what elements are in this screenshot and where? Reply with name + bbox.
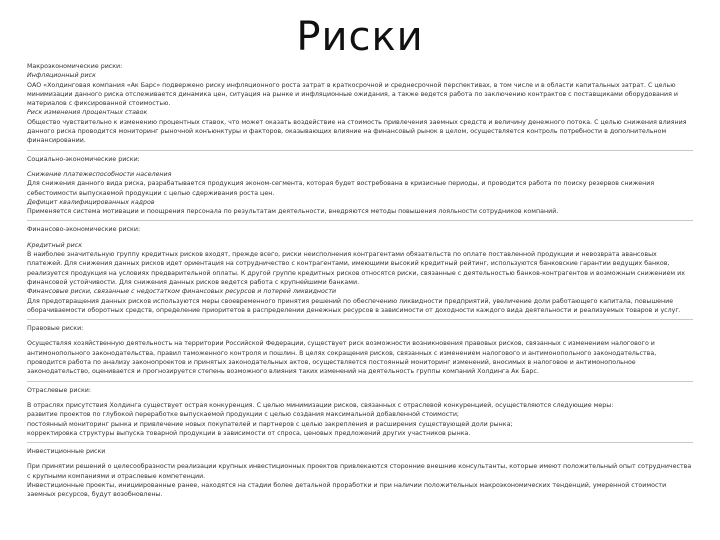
industry-line: корректировка структуры выпуска товарной продукции в зависимости от спроса, ценовых предложений других участников рынка.	[27, 429, 471, 437]
macro-heading: Макроэкономические риски:	[27, 63, 123, 70]
divider	[27, 442, 693, 443]
rate-heading: Риск изменения процентных ставок	[27, 109, 148, 117]
credit-text: В наиболее значительную группу кредитных рисков входят, прежде всего, риски неисполнения контрагентами обязательств по оплате поставленной продукции и невозврата авансовых платежей. Для снижения данных рисков идет ориентация на сотрудничество с контрагентами, имеющими высокий кредитный рейтинг, используются банковские гарантии ведущих банков, реализуется продукция на условиях предварительной оплаты. К другой группе кредитных рисков относятся риски, связанные с деятельностью банков-контрагентов и возможным снижением их финансовой устойчивости. Для снижения данных рисков ведется работа с крупнейшими банками.	[27, 251, 685, 286]
legal-heading: Правовые риски:	[27, 325, 84, 333]
staff-text: Применяется система мотивации и поощрения персонала по результатам деятельности, внедряются методы повышения лояльности сотрудников компаний.	[27, 208, 559, 216]
liquidity-text: Для предотвращения данных рисков используются меры своевременного принятия решений по обеспечению ликвидности предприятий, увеличение доли работающего капитала, повышение оборачиваемости оборотных средств, определение приоритетов в распределении денежных ресурсов в зависимости от доходности каждого вида деятельности и реализуемых товаров и услуг.	[27, 297, 681, 314]
investment-line: При принятии решений о целесообразности реализации крупных инвестиционных проектов привлекаются сторонние внешние консультанты, которые имеют положительный опыт сотрудничества с крупными компаниями и отраслевые компетенции.	[27, 463, 692, 480]
investment-heading: Инвестиционные риски	[27, 448, 106, 456]
investment-line: Инвестиционные проекты, инициированные ранее, находятся на стадии более детальной проработки и при наличии положительных макроэкономических тенденций, умеренной стоимости заемных ресурсов, будут возобновлены.	[27, 481, 667, 499]
inflation-heading: Инфляционный риск	[27, 72, 96, 80]
liquidity-heading: Финансовые риски, связанные с недостатком финансовых ресурсов и потерей ликвидности	[27, 288, 337, 296]
industry-line: постоянный мониторинг рынка и привлечение новых покупателей и партнеров с целью закрепления и расширения существующей доли рынка;	[27, 420, 513, 428]
inflation-text: ОАО «Холдинговая компания «Ак Барс» подвержено риску инфляционного роста затрат в краткосрочной и среднесрочной перспективах, в том числе и в области капитальных затрат. С целью минимизации данного риска отслеживается динамика цен, ситуация на рынке и инфляционные ожидания, а также ведется работа по заключению контрактов с поставщиками оборудования и материалов с фиксированной стоимостью.	[27, 81, 679, 108]
divider	[27, 319, 693, 320]
slide-title: Риски	[296, 14, 424, 60]
divider	[27, 381, 693, 382]
credit-heading: Кредитный риск	[27, 241, 82, 249]
slide-body	[27, 62, 693, 500]
rate-text: Общество чувствительно к изменению процентных ставок, что может оказать воздействие на стоимость привлечения заемных средств и величину денежного потока. С целью снижения влияния данного риска проводится мониторинг рыночной конъюнктуры и факторов, оказывающих влияние на финансовый рынок в целом, осуществляется контроль потребности в дополнительном финансировании.	[27, 118, 687, 145]
industry-heading: Отраслевые риски:	[27, 386, 91, 394]
demand-text: Для снижения данного вида риска, разрабатывается продукция эконом-сегмента, которая будет востребована в кризисные периоды, и проводится работа по поиску резервов снижения себестоимости выпускаемой продукции с целью сдерживания роста цен.	[27, 180, 655, 197]
legal-text: Осуществляя хозяйственную деятельность на территории Российской Федерации, существует риск возможности возникновения правовых рисков, связанных с изменением налогового и антимонопольного законодательства, правил таможенного контроля и пошлин. В целях сокращения рисков, связанных с изменением налогового и антимонопольного законодательства, проводится работа по анализу законопроектов и принятых законодательных актов, осуществляется постоянный мониторинг изменений, вносимых в налоговое и антимонопольное законодательство, оценивается и прогнозируется степень возможного влияния таких изменений на деятельность группы компаний Холдинга Ак Барс.	[27, 340, 657, 376]
divider	[27, 150, 693, 151]
financial-heading: Финансово-экономические риски:	[27, 226, 141, 234]
social-heading: Социально-экономические риски:	[27, 155, 140, 163]
divider	[27, 220, 693, 221]
staff-heading: Дефицит квалифицированных кадров	[27, 198, 155, 206]
demand-heading: Снижение платежеспособности населения	[27, 170, 172, 178]
industry-line: В отраслях присутствия Холдинга существует острая конкуренция. С целью минимизации рисков, связанных с отраслевой конкуренцией, осуществляются следующие меры:	[27, 401, 614, 409]
industry-line: развитие проектов по глубокой переработке выпускаемой продукции с целью создания максимальной добавленной стоимости;	[27, 411, 460, 419]
